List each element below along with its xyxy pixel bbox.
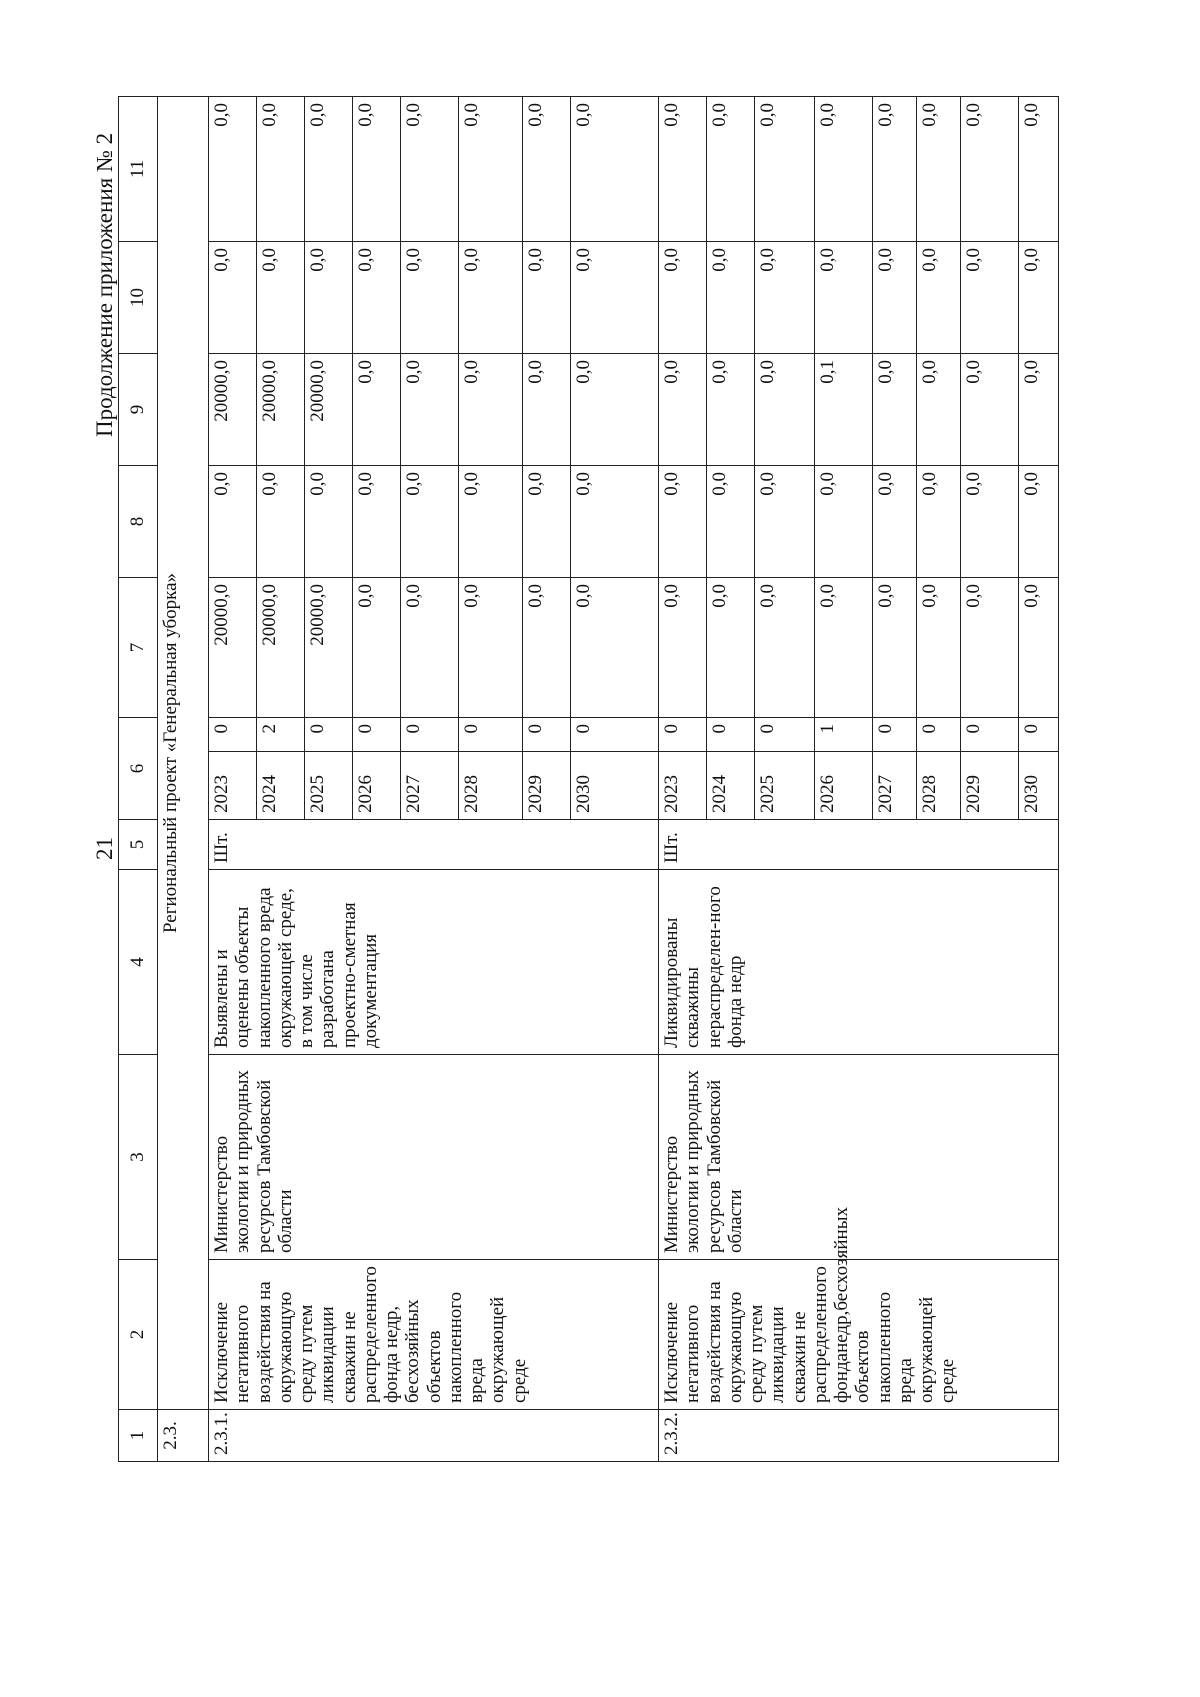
header-col-5: 5	[119, 820, 158, 870]
other-sources: 0,0	[961, 97, 1019, 242]
total-funding: 20000,0	[209, 578, 257, 718]
other-sources: 0,0	[209, 97, 257, 242]
other-sources: 0,0	[571, 97, 659, 242]
item-measure: Исключение негативного воздействия на окружающую среду путем ликвидации скважин не распределенного фонданедр,бесхозяйных объектов накопленного вреда окружающей среде	[659, 1260, 1059, 1410]
indicator-value: 0	[873, 718, 917, 752]
indicator-value: 0	[523, 718, 571, 752]
indicator-value: 0	[659, 718, 707, 752]
regional-budget: 0,0	[571, 354, 659, 466]
other-sources: 0,0	[353, 97, 401, 242]
page-number: 21	[92, 837, 117, 860]
regional-budget: 0,0	[917, 354, 961, 466]
regional-budget: 0,0	[961, 354, 1019, 466]
federal-budget: 0,0	[523, 466, 571, 578]
total-funding: 0,0	[961, 578, 1019, 718]
year-cell: 2024	[257, 752, 305, 820]
continuation-note: Продолжение приложения № 2	[92, 132, 117, 437]
federal-budget: 0,0	[305, 466, 353, 578]
regional-budget: 0,0	[459, 354, 523, 466]
year-cell: 2024	[707, 752, 755, 820]
other-sources: 0,0	[459, 97, 523, 242]
regional-budget: 0,0	[755, 354, 815, 466]
other-sources: 0,0	[523, 97, 571, 242]
year-cell: 2025	[755, 752, 815, 820]
year-cell: 2027	[401, 752, 459, 820]
regional-budget: 0,0	[659, 354, 707, 466]
regional-budget: 0,0	[523, 354, 571, 466]
indicator-value: 0	[961, 718, 1019, 752]
total-funding: 0,0	[1019, 578, 1059, 718]
local-budget: 0,0	[209, 242, 257, 354]
item-measure: Исключение негативного воздействия на окружающую среду путем ликвидации скважин не распределенного фонда недр, бесхозяйных объектов накопленного вреда окружающей среде	[209, 1260, 659, 1410]
header-col-7: 7	[119, 578, 158, 718]
other-sources: 0,0	[755, 97, 815, 242]
year-cell: 2025	[305, 752, 353, 820]
header-col-10: 10	[119, 242, 158, 354]
local-budget: 0,0	[917, 242, 961, 354]
year-cell: 2029	[523, 752, 571, 820]
indicator-value: 2	[257, 718, 305, 752]
total-funding: 0,0	[707, 578, 755, 718]
other-sources: 0,0	[707, 97, 755, 242]
total-funding: 20000,0	[257, 578, 305, 718]
total-funding: 0,0	[815, 578, 873, 718]
total-funding: 0,0	[353, 578, 401, 718]
item-unit: Шт.	[209, 820, 659, 870]
local-budget: 0,0	[755, 242, 815, 354]
federal-budget: 0,0	[459, 466, 523, 578]
year-cell: 2026	[815, 752, 873, 820]
header-col-9: 9	[119, 354, 158, 466]
indicator-value: 0	[917, 718, 961, 752]
regional-budget: 20000,0	[305, 354, 353, 466]
total-funding: 0,0	[571, 578, 659, 718]
year-cell: 2030	[571, 752, 659, 820]
indicator-value: 0	[305, 718, 353, 752]
federal-budget: 0,0	[209, 466, 257, 578]
local-budget: 0,0	[659, 242, 707, 354]
federal-budget: 0,0	[353, 466, 401, 578]
header-row	[119, 97, 158, 1462]
regional-budget: 0,0	[1019, 354, 1059, 466]
total-funding: 0,0	[523, 578, 571, 718]
other-sources: 0,0	[257, 97, 305, 242]
indicator-value: 0	[459, 718, 523, 752]
section-code: 2.3.	[158, 1410, 209, 1462]
year-cell: 2027	[873, 752, 917, 820]
regional-budget: 0,1	[815, 354, 873, 466]
federal-budget: 0,0	[401, 466, 459, 578]
indicator-value: 1	[815, 718, 873, 752]
federal-budget: 0,0	[873, 466, 917, 578]
local-budget: 0,0	[257, 242, 305, 354]
other-sources: 0,0	[305, 97, 353, 242]
other-sources: 0,0	[917, 97, 961, 242]
regional-budget: 20000,0	[257, 354, 305, 466]
item-code: 2.3.1.	[209, 1410, 659, 1462]
item-unit: Шт.	[659, 820, 1059, 870]
header-col-6: 6	[119, 718, 158, 820]
local-budget: 0,0	[1019, 242, 1059, 354]
local-budget: 0,0	[459, 242, 523, 354]
local-budget: 0,0	[707, 242, 755, 354]
federal-budget: 0,0	[571, 466, 659, 578]
item-code: 2.3.2.	[659, 1410, 1059, 1462]
other-sources: 0,0	[815, 97, 873, 242]
header-col-2: 2	[119, 1260, 158, 1410]
federal-budget: 0,0	[961, 466, 1019, 578]
local-budget: 0,0	[401, 242, 459, 354]
regional-budget: 0,0	[353, 354, 401, 466]
year-cell: 2030	[1019, 752, 1059, 820]
year-cell: 2028	[917, 752, 961, 820]
indicator-value: 0	[209, 718, 257, 752]
header-col-11: 11	[119, 97, 158, 242]
other-sources: 0,0	[659, 97, 707, 242]
local-budget: 0,0	[961, 242, 1019, 354]
regional-budget: 20000,0	[209, 354, 257, 466]
header-col-4: 4	[119, 870, 158, 1055]
total-funding: 0,0	[755, 578, 815, 718]
federal-budget: 0,0	[257, 466, 305, 578]
local-budget: 0,0	[873, 242, 917, 354]
indicator-value: 0	[401, 718, 459, 752]
local-budget: 0,0	[571, 242, 659, 354]
federal-budget: 0,0	[815, 466, 873, 578]
federal-budget: 0,0	[659, 466, 707, 578]
total-funding: 0,0	[917, 578, 961, 718]
indicator-value: 0	[1019, 718, 1059, 752]
local-budget: 0,0	[815, 242, 873, 354]
indicator-value: 0	[353, 718, 401, 752]
total-funding: 0,0	[401, 578, 459, 718]
regional-budget: 0,0	[401, 354, 459, 466]
federal-budget: 0,0	[917, 466, 961, 578]
table-row	[659, 97, 707, 1462]
item-executor: Министерство экологии и природных ресурсов Тамбовской области	[209, 1055, 659, 1260]
program-table	[118, 96, 1059, 1462]
regional-budget: 0,0	[873, 354, 917, 466]
item-executor: Министерство экологии и природных ресурсов Тамбовской области	[659, 1055, 1059, 1260]
local-budget: 0,0	[353, 242, 401, 354]
year-cell: 2023	[659, 752, 707, 820]
header-col-8: 8	[119, 466, 158, 578]
total-funding: 0,0	[659, 578, 707, 718]
federal-budget: 0,0	[755, 466, 815, 578]
indicator-value: 0	[755, 718, 815, 752]
total-funding: 0,0	[873, 578, 917, 718]
total-funding: 20000,0	[305, 578, 353, 718]
local-budget: 0,0	[305, 242, 353, 354]
other-sources: 0,0	[1019, 97, 1059, 242]
year-cell: 2029	[961, 752, 1019, 820]
section-row	[158, 97, 209, 1462]
year-cell: 2023	[209, 752, 257, 820]
total-funding: 0,0	[459, 578, 523, 718]
table-row	[209, 97, 257, 1462]
header-col-3: 3	[119, 1055, 158, 1260]
local-budget: 0,0	[523, 242, 571, 354]
item-result: Выявлены и оценены объекты накопленного вреда окружающей среде, в том числе разработана проектно-сметная документация	[209, 870, 659, 1055]
regional-budget: 0,0	[707, 354, 755, 466]
header-col-1: 1	[119, 1410, 158, 1462]
year-cell: 2026	[353, 752, 401, 820]
item-result: Ликвидированы скважины нераспределен-ного фонда недр	[659, 870, 1059, 1055]
other-sources: 0,0	[401, 97, 459, 242]
other-sources: 0,0	[873, 97, 917, 242]
federal-budget: 0,0	[1019, 466, 1059, 578]
federal-budget: 0,0	[707, 466, 755, 578]
section-title: Региональный проект «Генеральная уборка»	[158, 97, 209, 1410]
year-cell: 2028	[459, 752, 523, 820]
indicator-value: 0	[571, 718, 659, 752]
indicator-value: 0	[707, 718, 755, 752]
